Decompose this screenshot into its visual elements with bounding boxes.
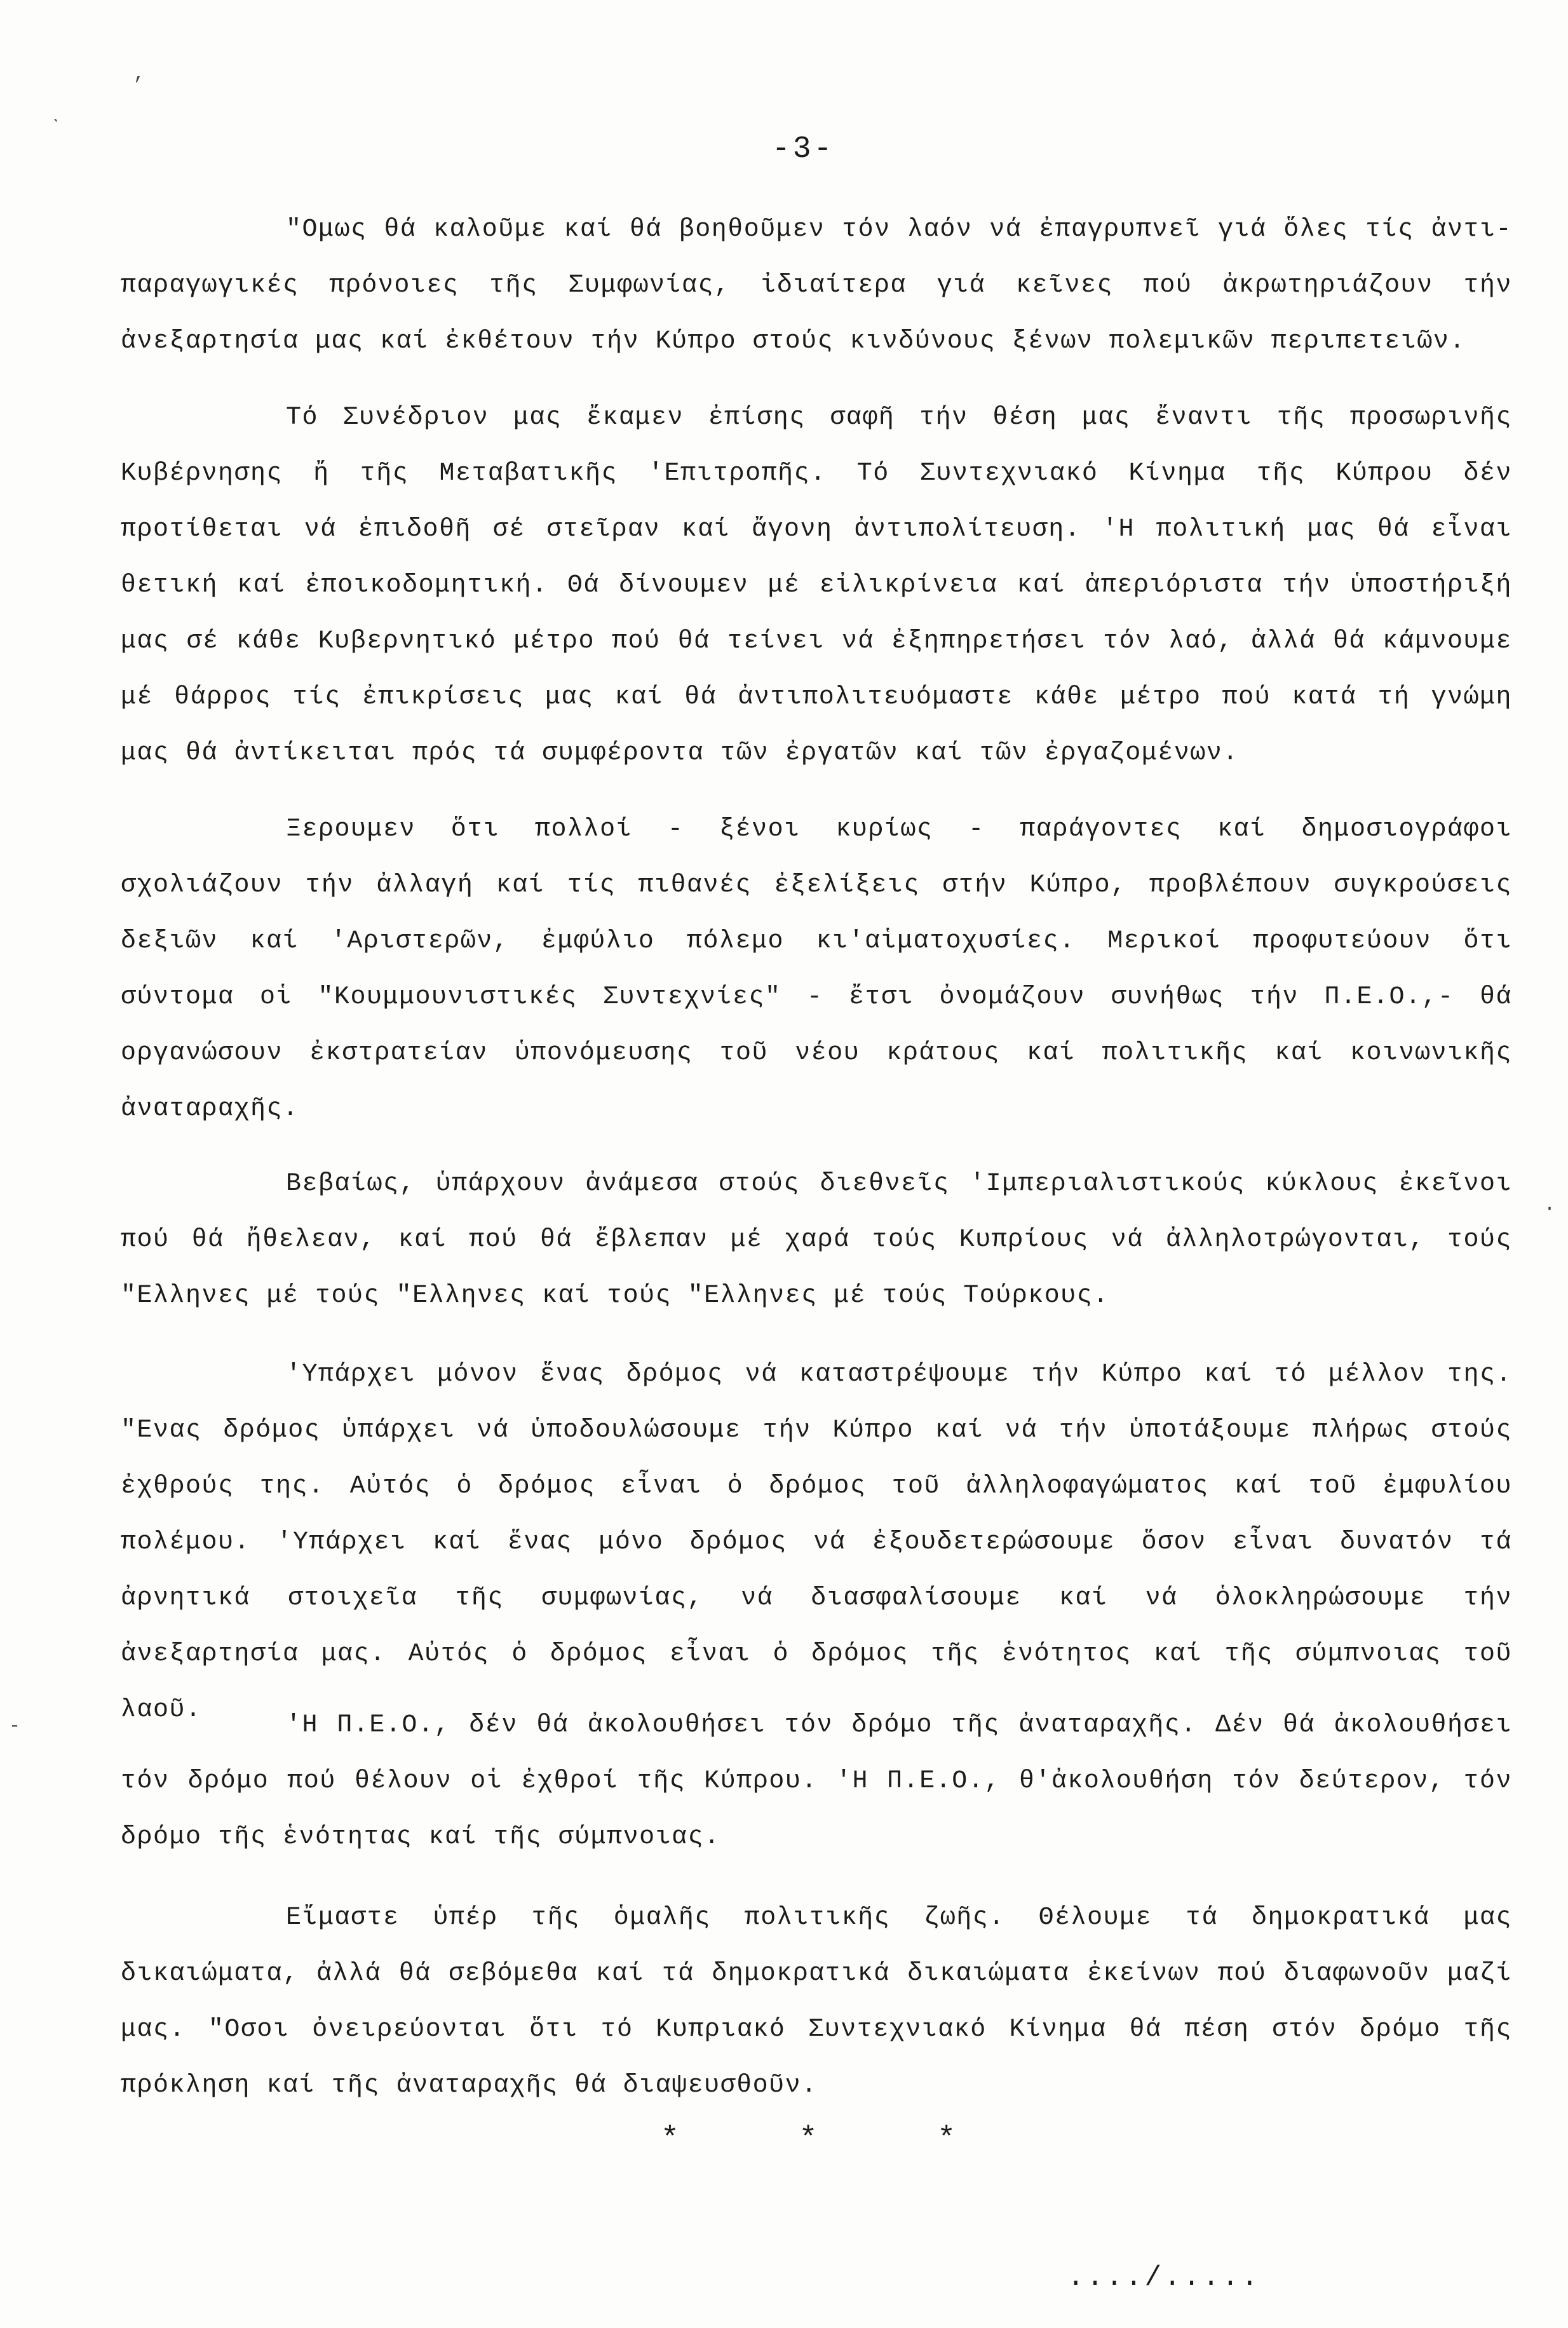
page-number: -3- (772, 132, 835, 166)
paragraph-text: Βεβαίως, ὑπάρχουν ἀνάμεσα στούς διεθνεῖς 'Ιμπεριαλιστικούς κύκλους ἐκεῖνοι πού θά ἤθελεαν, καί πού θά ἔβλεπαν μέ χαρά τούς Κυπρίους νά ἀλληλοτρώγονται, τούς "Ελληνες μέ τούς "Ελληνες καί τούς "Ελληνες μέ τούς Τούρκους. (121, 1170, 1512, 1310)
continuation-marker: ..../..... (1067, 2262, 1261, 2294)
paragraph-3 (121, 802, 1512, 1137)
paragraph-text: Τό Συνέδριον μας ἔκαμεν ἐπίσης σαφῆ τήν θέση μας ἔναντι τῆς προσωρινῆς Κυβέρνησης ἤ τῆς Μεταβατικῆς 'Επιτροπῆς. Τό Συντεχνιακό Κίνημα τῆς Κύπρου δέν προτίθεται νά ἐπιδοθῆ σέ στεῖραν καί ἄγονη ἀντιπολίτευση. 'Η πολιτική μας θά εἶναι θετική καί ἐποικοδομητική. Θά δίνουμεν μέ εἰλικρίνεια καί ἀπεριόριστα τήν ὑποστήριξή μας σέ κάθε Κυβερνητικό μέτρο πού θά τείνει νά ἐξηπηρετήσει τόν λαό, ἀλλά θά κάμνουμε μέ θάρρος τίς ἐπικρίσεις μας καί θά ἀντιπολιτευόμαστε κάθε μέτρο πού κατά τή γνώμη μας θά ἀντίκειται πρός τά συμφέροντα τῶν ἐργατῶν καί τῶν ἐργαζομένων. (121, 403, 1512, 768)
paragraph-text: Ξερουμεν ὅτι πολλοί - ξένοι κυρίως - παράγοντες καί δημοσιογράφοι σχολιάζουν τήν ἀλλαγή καί τίς πιθανές ἐξελίξεις στήν Κύπρο, προβλέπουν συγκρούσεις δεξιῶν καί 'Αριστερῶν, ἐμφύλιο πόλεμο κι'αἱματοχυσίες. Μερικοί προφυτεύουν ὅτι σύντομα οἱ "Κουμμουνιστικές Συντεχνίες" - ἔτσι ὀνομάζουν συνήθως τήν Π.Ε.Ο.,- θά οργανώσουν ἐκστρατείαν ὑπονόμευσης τοῦ νέου κράτους καί πολιτικῆς καί κοινωνικῆς ἀναταραχῆς. (121, 815, 1512, 1123)
paragraph-6 (121, 1698, 1512, 1865)
paragraph-text: 'Υπάρχει μόνον ἕνας δρόμος νά καταστρέψουμε τήν Κύπρο καί τό μέλλον της. "Ενας δρόμος ὑπάρχει νά ὑποδουλώσουμε τήν Κύπρο καί νά τήν ὑποτάξουμε πλήρως στούς ἐχθρούς της. Αὐτός ὁ δρόμος εἶναι ὁ δρόμος τοῦ ἀλληλοφαγώματος καί τοῦ ἐμφυλίου πολέμου. 'Υπάρχει καί ἕνας μόνο δρόμος νά ἐξουδετερώσουμε ὅσον εἶναι δυνατόν τά ἀρνητικά στοιχεῖα τῆς συμφωνίας, νά διασφαλίσουμε καί νά ὁλοκληρώσουμε τήν ἀνεξαρτησία μας. Αὐτός ὁ δρόμος εἶναι ὁ δρόμος τῆς ἑνότητος καί τῆς σύμπνοιας τοῦ λαοῦ. (121, 1360, 1512, 1724)
scan-speck: ˋ (51, 118, 63, 139)
paragraph-4 (121, 1156, 1512, 1324)
scan-speck: , (133, 64, 145, 85)
scan-speck: - (9, 1716, 21, 1737)
paragraph-5 (121, 1347, 1512, 1738)
paragraph-1 (121, 202, 1512, 370)
paragraph-text: "Ομως θά καλοῦμε καί θά βοηθοῦμεν τόν λαόν νά ἐπαγρυπνεῖ γιά ὅλες τίς ἀντι-παραγωγικές πρόνοιες τῆς Συμφωνίας, ἰδιαίτερα γιά κεῖνες πού ἀκρωτηριάζουν τήν ἀνεξαρτησία μας καί ἐκθέτουν τήν Κύπρο στούς κινδύνους ξένων πολεμικῶν περιπετειῶν. (121, 215, 1512, 356)
scan-speck: . (1544, 1194, 1556, 1216)
section-separator: * * * (661, 2122, 1007, 2156)
paragraph-7 (121, 1890, 1512, 2114)
paragraph-2 (121, 390, 1512, 782)
paragraph-text: Εἴμαστε ὑπέρ τῆς ὁμαλῆς πολιτικῆς ζωῆς. Θέλουμε τά δημοκρατικά μας δικαιώματα, ἀλλά θά σεβόμεθα καί τά δημοκρατικά δικαιώματα ἐκείνων πού διαφωνοῦν μαζί μας. "Οσοι ὀνειρεύονται ὅτι τό Κυπριακό Συντεχνιακό Κίνημα θά πέση στόν δρόμο τῆς πρόκληση καί τῆς ἀναταραχῆς θά διαψευσθοῦν. (121, 1904, 1512, 2100)
paragraph-text: 'Η Π.Ε.Ο., δέν θά ἀκολουθήσει τόν δρόμο τῆς ἀναταραχῆς. Δέν θά ἀκολουθήσει τόν δρόμο πού θέλουν οἱ ἐχθροί τῆς Κύπρου. 'Η Π.Ε.Ο., θ'ἀκολουθήση τόν δεύτερον, τόν δρόμο τῆς ἑνότητας καί τῆς σύμπνοιας. (121, 1711, 1512, 1851)
